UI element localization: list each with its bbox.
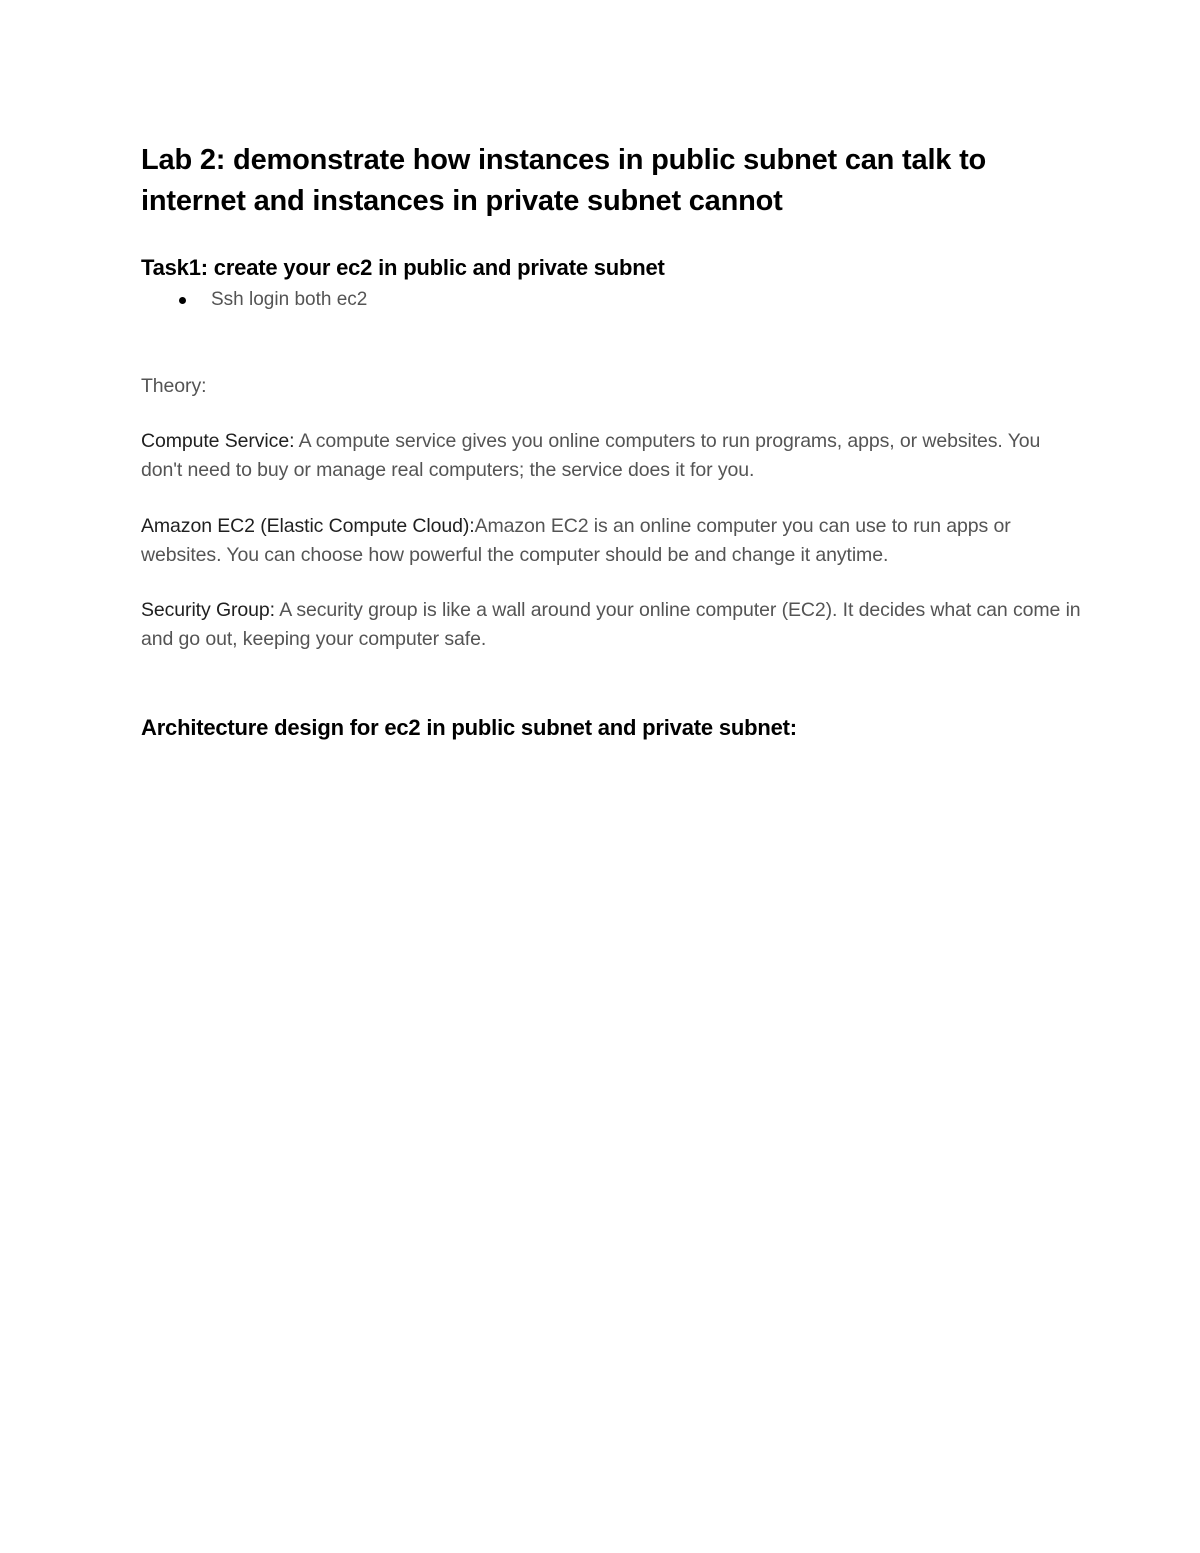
- definition-term: Compute Service:: [141, 430, 295, 452]
- list-item-text: Ssh login both ec2: [211, 289, 368, 310]
- definition-compute-service: [141, 427, 1081, 484]
- definition-text: A compute service gives you online computers to run programs, apps, or websites. You don't need to buy or manage real computers; the service does it for you.: [141, 430, 1041, 481]
- definition-term: Amazon EC2 (Elastic Compute Cloud):: [141, 515, 475, 537]
- definition-text: A security group is like a wall around your online computer (EC2). It decides what can come in and go out, keeping your computer safe.: [141, 599, 1081, 650]
- theory-label: Theory:: [141, 375, 207, 397]
- list-item: [141, 287, 367, 313]
- definition-security-group: [141, 596, 1081, 653]
- bullet-icon: [179, 297, 186, 304]
- definition-term: Security Group:: [141, 599, 275, 621]
- definition-text: Amazon EC2 is an online computer you can use to run apps or websites. You can choose how powerful the computer should be and change it anytime.: [141, 515, 1011, 566]
- page-title: Lab 2: demonstrate how instances in public subnet can talk to internet and instances in private subnet cannot: [141, 144, 987, 217]
- task1-bullet-list: [141, 287, 367, 313]
- architecture-heading: Architecture design for ec2 in public subnet and private subnet:: [141, 715, 797, 740]
- task1-heading: Task1: create your ec2 in public and private subnet: [141, 255, 665, 280]
- definition-amazon-ec2: [141, 512, 1081, 569]
